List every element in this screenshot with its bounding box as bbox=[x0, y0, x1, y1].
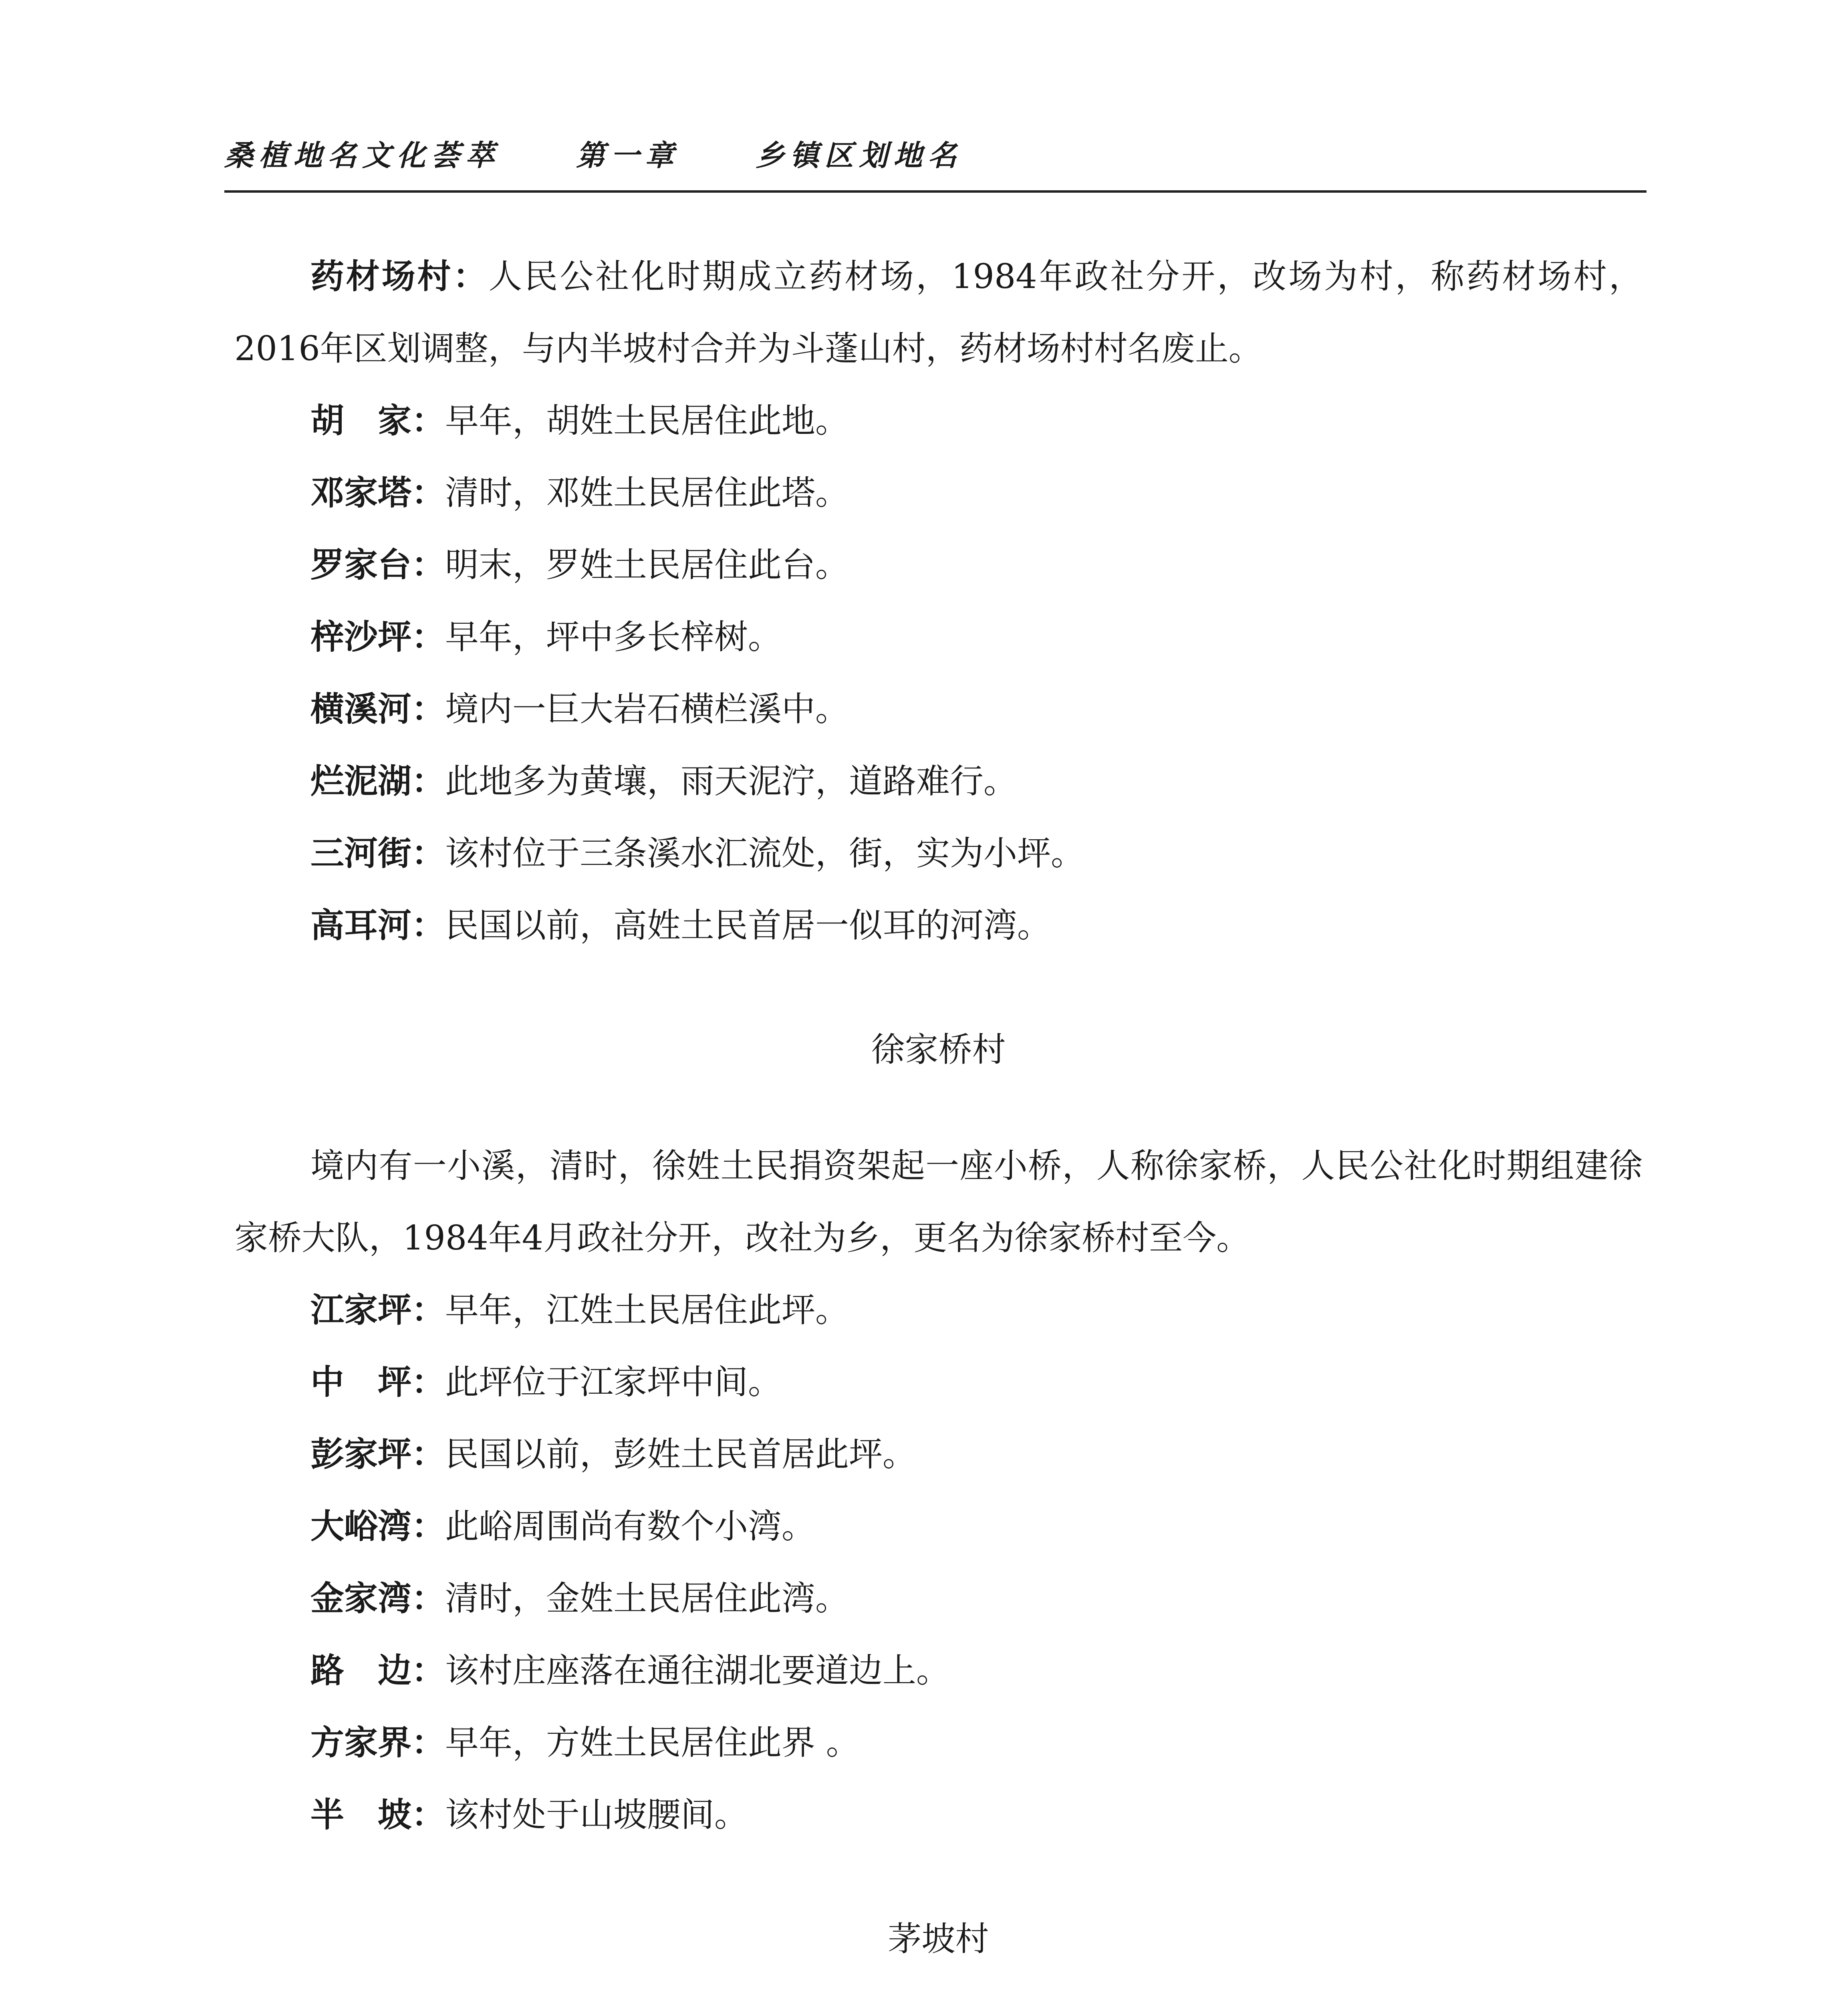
list-item bbox=[234, 1418, 1642, 1490]
place-name: 横溪河： bbox=[310, 689, 445, 729]
list-item bbox=[234, 1490, 1642, 1562]
place-description: 民国以前，高姓土民首居一似耳的河湾。 bbox=[445, 906, 1051, 945]
intro-name: 药材场村： bbox=[310, 257, 489, 296]
list-item bbox=[234, 601, 1642, 673]
place-name: 彭家坪： bbox=[310, 1435, 445, 1474]
place-name: 江家坪： bbox=[310, 1290, 445, 1330]
place-name: 金家湾： bbox=[310, 1579, 445, 1618]
section-title: 茅坡村 bbox=[888, 1919, 989, 1959]
list-item bbox=[234, 1346, 1642, 1418]
place-description: 此坪位于江家坪中间。 bbox=[445, 1362, 782, 1402]
list-item bbox=[234, 889, 1642, 961]
place-description: 清时，金姓土民居住此湾。 bbox=[445, 1579, 849, 1618]
place-description: 早年，坪中多长梓树。 bbox=[445, 617, 782, 657]
place-name: 半 坡： bbox=[310, 1795, 445, 1834]
place-description: 民国以前，彭姓土民首居此坪。 bbox=[445, 1435, 917, 1474]
place-description: 早年，江姓土民居住此坪。 bbox=[445, 1290, 849, 1330]
list-item bbox=[234, 529, 1642, 601]
list-item bbox=[234, 1634, 1642, 1707]
place-description: 该村位于三条溪水汇流处，街，实为小坪。 bbox=[445, 834, 1085, 873]
place-name: 中 坪： bbox=[310, 1362, 445, 1402]
list-item bbox=[234, 1274, 1642, 1346]
section-paragraph: 境内有一小溪，清时，徐姓土民捐资架起一座小桥，人称徐家桥，人民公社化时期组建徐家桥大队，1984年4月政社分开，改社为乡，更名为徐家桥村至今。 bbox=[234, 1146, 1642, 1257]
entries-list-2 bbox=[234, 1274, 1642, 1851]
list-item bbox=[234, 385, 1642, 457]
chapter-title: 乡镇区划地名 bbox=[756, 138, 963, 172]
place-description: 此地多为黄壤，雨天泥泞，道路难行。 bbox=[445, 762, 1018, 801]
place-name: 路 边： bbox=[310, 1651, 445, 1690]
list-item bbox=[234, 1779, 1642, 1851]
book-title: 桑植地名文化荟萃 bbox=[224, 138, 500, 172]
place-description: 明末，罗姓土民居住此台。 bbox=[445, 545, 849, 584]
list-item bbox=[234, 745, 1642, 817]
place-description: 该村处于山坡腰间。 bbox=[445, 1795, 748, 1834]
list-item bbox=[234, 1562, 1642, 1634]
list-item bbox=[234, 817, 1642, 889]
section-title: 徐家桥村 bbox=[871, 1030, 1006, 1069]
place-name: 高耳河： bbox=[310, 906, 445, 945]
place-description: 该村庄座落在通往湖北要道边上。 bbox=[445, 1651, 950, 1690]
place-name: 邓家塔： bbox=[310, 473, 445, 512]
list-item bbox=[234, 673, 1642, 745]
place-name: 三河街： bbox=[310, 834, 445, 873]
place-name: 梓沙坪： bbox=[310, 617, 445, 657]
place-name: 方家界： bbox=[310, 1723, 445, 1762]
place-name: 胡 家： bbox=[310, 401, 445, 440]
entries-list-1 bbox=[234, 385, 1642, 961]
chapter-label: 第一章 bbox=[576, 138, 680, 172]
place-description: 境内一巨大岩石横栏溪中。 bbox=[445, 689, 849, 729]
place-description: 早年，胡姓土民居住此地。 bbox=[445, 401, 849, 440]
place-description: 此峪周围尚有数个小湾。 bbox=[445, 1507, 816, 1546]
intro-text: 人民公社化时期成立药材场，1984年政社分开，改场为村，称药材场村，2016年区划调整，与内半坡村合并为斗蓬山村，药材场村村名废止。 bbox=[234, 257, 1642, 368]
list-item bbox=[234, 1707, 1642, 1779]
header-rule bbox=[224, 190, 1646, 193]
running-header bbox=[224, 132, 962, 174]
place-description: 清时，邓姓土民居住此塔。 bbox=[445, 473, 849, 512]
list-item bbox=[234, 457, 1642, 529]
page-body bbox=[234, 240, 1642, 2003]
place-name: 罗家台： bbox=[310, 545, 445, 584]
place-name: 大峪湾： bbox=[310, 1507, 445, 1546]
place-name: 烂泥湖： bbox=[310, 762, 445, 801]
intro-paragraph bbox=[234, 240, 1642, 385]
place-description: 早年，方姓土民居住此界 。 bbox=[445, 1723, 860, 1762]
